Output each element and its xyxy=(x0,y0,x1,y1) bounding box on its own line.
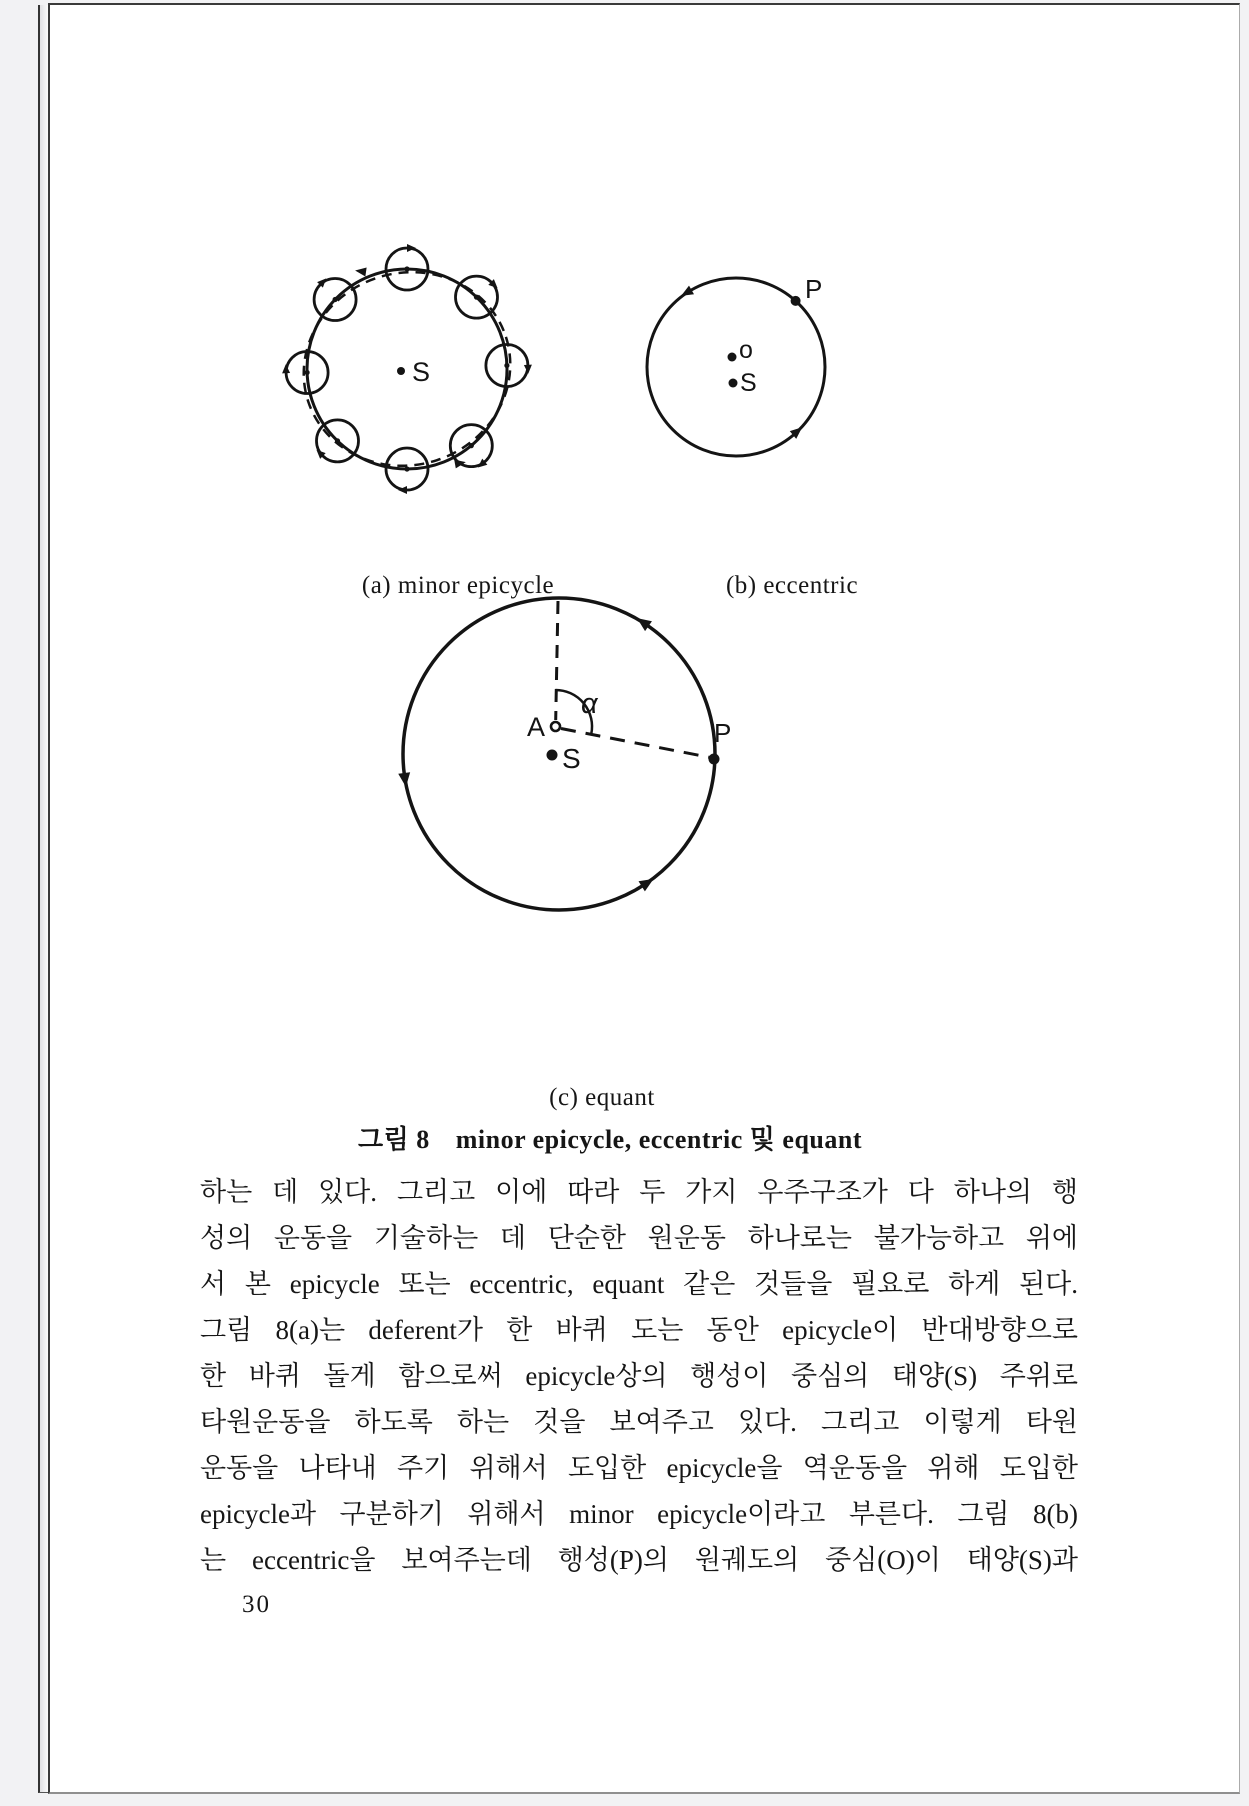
caption-b: (b) eccentric xyxy=(725,572,859,599)
body-line: 는 eccentric을 보여주는데 행성(P)의 원궤도의 중심(O)이 태양(S)과 xyxy=(200,1545,1078,1575)
body-line: 서 본 epicycle 또는 eccentric, equant 같은 것들을 필요로 하게 된다. xyxy=(200,1269,1078,1299)
elliptical-path xyxy=(278,246,535,493)
figure-caption xyxy=(310,1119,910,1156)
sun-dot xyxy=(729,379,738,388)
epicycle xyxy=(386,448,428,494)
sun-dot xyxy=(397,367,405,375)
center-dot xyxy=(728,353,737,362)
caption-a: (a) minor epicycle xyxy=(361,572,555,599)
sun-label: S xyxy=(562,743,581,774)
sun-label: S xyxy=(412,357,431,387)
body-line: 한 바퀴 돌게 함으로써 epicycle상의 행성이 중심의 태양(S) 주위로 xyxy=(200,1361,1078,1391)
center-label: o xyxy=(739,336,753,364)
arrowhead-icon xyxy=(524,365,532,374)
angle-label: α xyxy=(581,688,598,720)
page-number: 30 xyxy=(242,1591,271,1618)
body-line: 운동을 나타내 주기 위해서 도입한 epicycle을 역운동을 위해 도입한 xyxy=(200,1453,1078,1483)
sun-label: S xyxy=(740,369,757,397)
planet-label: P xyxy=(714,718,732,748)
body-line: 하는 데 있다. 그리고 이에 따라 두 가지 우주구조가 다 하나의 행 xyxy=(200,1177,1078,1207)
planet-dot xyxy=(791,296,801,306)
orbit-circle xyxy=(403,598,715,910)
body-line: 타원운동을 하도록 하는 것을 보여주고 있다. 그리고 이렇게 타원 xyxy=(200,1407,1078,1437)
diagram-a-minor-epicycle xyxy=(262,221,552,511)
arrowhead-icon xyxy=(354,266,366,276)
body-line: 성의 운동을 기술하는 데 단순한 원운동 하나로는 불가능하고 위에 xyxy=(200,1223,1078,1253)
epicycle xyxy=(314,276,356,321)
page-edge xyxy=(38,5,48,1793)
body-line: 그림 8(a)는 deferent가 한 바퀴 도는 동안 epicycle이 반대방향으로 xyxy=(200,1315,1078,1345)
diagram-b-eccentric xyxy=(621,248,851,478)
figure-label: 그림 8 xyxy=(358,1125,430,1154)
equant-planet-dashed-line xyxy=(561,729,713,759)
epicycle xyxy=(314,420,359,462)
vertical-dashed-line xyxy=(556,601,558,720)
diagram-c-equant xyxy=(384,579,734,929)
epicycles xyxy=(282,244,532,494)
planet-label: P xyxy=(805,274,823,304)
equant-point-dot xyxy=(551,722,560,731)
body-paragraph xyxy=(200,1169,1078,1583)
equant-point-label: A xyxy=(527,712,546,742)
arrowhead-icon xyxy=(282,364,290,373)
page xyxy=(48,3,1240,1794)
figure-title: minor epicycle, eccentric 및 equant xyxy=(455,1125,862,1154)
epicycle xyxy=(386,244,428,290)
planet-dot xyxy=(709,754,720,765)
arrowhead-icon xyxy=(398,772,412,787)
sun-dot xyxy=(547,750,558,761)
caption-c: (c) equant xyxy=(549,1084,655,1111)
body-line: epicycle과 구분하기 위해서 minor epicycle이라고 부른다. 그림 8(b) xyxy=(200,1499,1078,1529)
